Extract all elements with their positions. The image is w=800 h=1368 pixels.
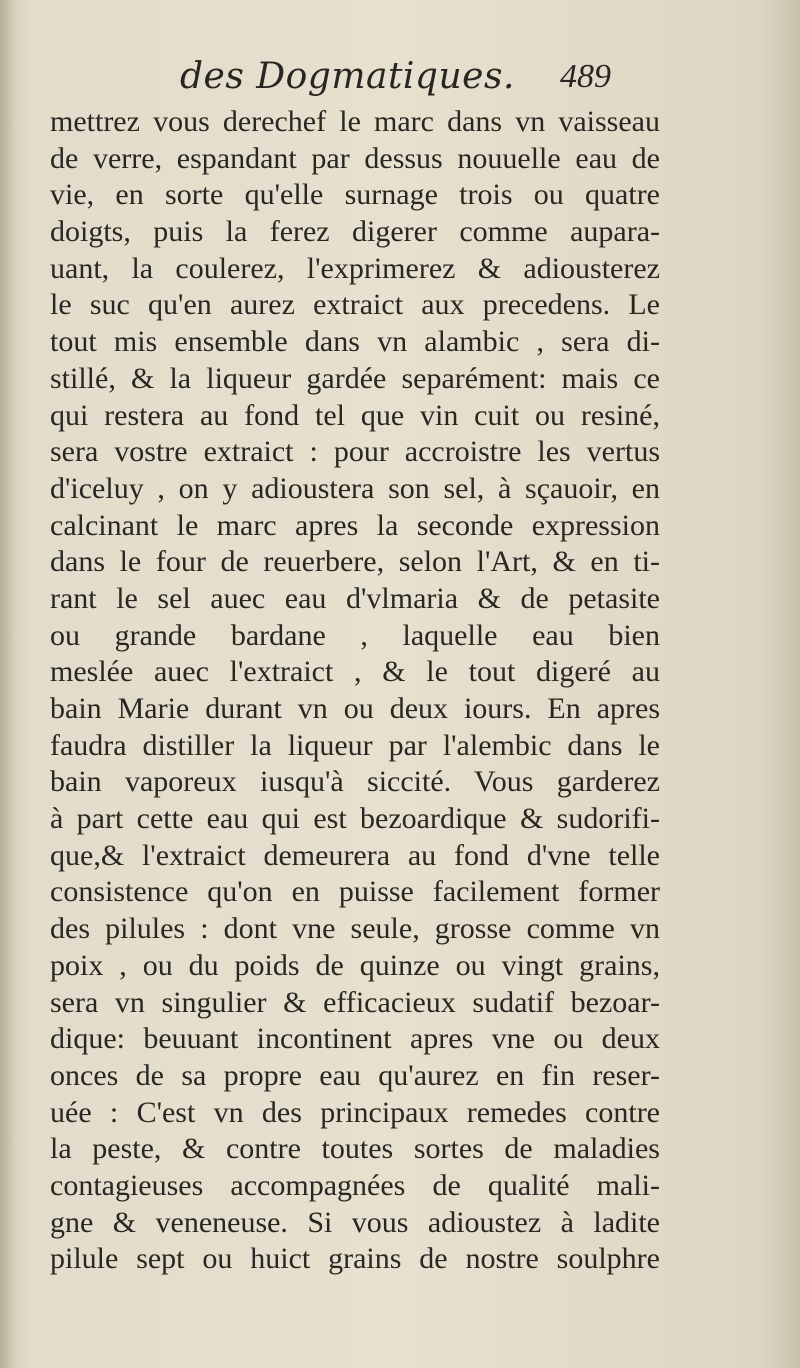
text-line: gne & veneneuse. Si vous adioustez à ladite [50, 1205, 660, 1239]
text-line: dans le four de reuerbere, selon l'Art, & en ti- [50, 545, 660, 579]
text-line: sera vostre extraict : pour accroistre les vertus [50, 435, 660, 469]
text-line: stillé, & la liqueur gardée separément: mais ce [50, 361, 660, 395]
text-line: vie, en sorte qu'elle surnage trois ou quatre [50, 178, 660, 212]
text-line: dique: beuuant incontinent apres vne ou deux [50, 1022, 660, 1056]
text-line: doigts, puis la ferez digerer comme aupara- [50, 215, 660, 249]
text-line: rant le sel auec eau d'vlmaria & de petasite [50, 581, 660, 615]
running-head-title: des Dogmatiques. [180, 56, 515, 97]
text-line: contagieuses accompagnées de qualité mali- [50, 1168, 660, 1202]
text-line: calcinant le marc apres la seconde expression [50, 508, 660, 542]
text-line: tout mis ensemble dans vn alambic , sera di- [50, 325, 660, 359]
text-line: consistence qu'on en puisse facilement former [50, 875, 660, 909]
text-line: de verre, espandant par dessus nouuelle eau de [50, 141, 660, 175]
text-line: poix , ou du poids de quinze ou vingt grains, [50, 948, 660, 982]
text-line: bain Marie durant vn ou deux iours. En apres [50, 692, 660, 725]
text-line: onces de sa propre eau qu'aurez en fin reser- [50, 1058, 660, 1092]
text-line: bain vaporeux iusqu'à siccité. Vous garderez [50, 765, 660, 799]
text-line: la peste, & contre toutes sortes de maladies [50, 1132, 660, 1166]
text-line: uant, la coulerez, l'exprimerez & adiousterez [50, 251, 660, 285]
text-line: ou grande bardane , laquelle eau bien [50, 618, 660, 652]
body-text [50, 104, 660, 1278]
text-line: uée : C'est vn des principaux remedes contre [50, 1095, 660, 1129]
text-line: des pilules : dont vne seule, grosse comme vn [50, 912, 660, 946]
text-line: d'iceluy , on y adioustera son sel, à sçauoir, en [50, 471, 660, 505]
text-line: à part cette eau qui est bezoardique & sudorifi- [50, 802, 660, 836]
page-number: 489 [560, 58, 611, 95]
text-line: faudra distiller la liqueur par l'alembic dans le [50, 728, 660, 762]
text-line: sera vn singulier & efficacieux sudatif bezoar- [50, 985, 660, 1019]
text-line: mettrez vous derechef le marc dans vn vaisseau [50, 105, 660, 138]
text-line: que,& l'extraict demeurera au fond d'vne telle [50, 838, 660, 872]
text-line: le suc qu'en aurez extraict aux precedens. Le [50, 288, 660, 322]
text-line: meslée auec l'extraict , & le tout digeré au [50, 655, 660, 689]
text-line: pilule sept ou huict grains de nostre soulphre [50, 1242, 660, 1276]
text-line: qui restera au fond tel que vin cuit ou resiné, [50, 398, 660, 432]
